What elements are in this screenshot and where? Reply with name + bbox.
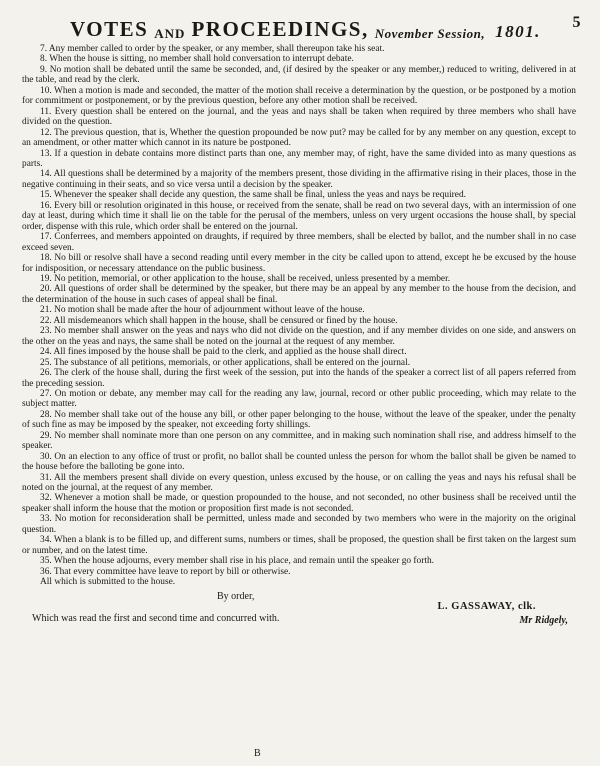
rule-paragraph: 14. All questions shall be determined by a majority of the members present, those dividing in the affirmative rising in their places, those in the negative continuing in their seats, and so vice versa until a decision by the speaker.: [22, 169, 576, 190]
rider-name: Mr Ridgely,: [519, 614, 568, 626]
rule-paragraph: 10. When a motion is made and seconded, the matter of the motion shall receive a determination by the question, or be postponed by a motion for commitment or postponement, or by the previous question, before any other motion shall be received.: [22, 85, 576, 107]
rule-paragraph: 11. Every question shall be entered on the journal, and the yeas and nays shall be taken when required by three members who shall have divided on the question.: [22, 106, 576, 128]
rule-paragraph: 35. When the house adjourns, every member shall rise in his place, and remain until the speaker go forth.: [40, 556, 434, 567]
rule-paragraph: 32. Whenever a motion shall be made, or question propounded to the house, and not seconded, no other business shall be received until the speaker shall inform the house that the motion or proposition first made is not seconded.: [22, 493, 576, 514]
header-year: 1801.: [495, 22, 541, 41]
rule-paragraph: 9. No motion shall be debated until the same be seconded, and, (if desired by the speaker or any member,) reduced to writing, delivered in at the table, and read by the clerk.: [22, 64, 576, 86]
header-title-and: AND: [154, 26, 186, 41]
header-title-proceedings: PROCEEDINGS,: [191, 17, 369, 41]
header-title-votes: VOTES: [70, 17, 149, 41]
rule-paragraph: 31. All the members present shall divide on every question, unless excused by the house, or on calling the yeas and nays his refusal shall be noted on the journal, at the request of any member.: [22, 472, 576, 494]
rule-paragraph: 15. Whenever the speaker shall decide any question, the same shall be final, unless the yeas and nays be required.: [40, 190, 466, 201]
rule-paragraph: 19. No petition, memorial, or other application to the house, shall be received, unless presented by a member.: [40, 273, 451, 284]
rule-paragraph: 24. All fines imposed by the house shall be paid to the clerk, and applied as the house shall direct.: [40, 347, 407, 358]
rule-paragraph: 8. When the house is sitting, no member shall hold conversation to interrupt debate.: [40, 54, 354, 65]
page-number: 5: [572, 14, 582, 31]
rule-paragraph: 29. No member shall nominate more than one person on any committee, and in making such nomination shall rise, and address himself to the speaker.: [22, 430, 576, 452]
header-session: November Session,: [374, 26, 486, 41]
rule-paragraph: 18. No bill or resolve shall have a second reading until every member in the city be called upon to attend, except he be excused by the house for indisposition, or necessary attendance on the public business.: [22, 253, 576, 274]
rule-paragraph: 21. No motion shall be made after the hour of adjournment without leave of the house.: [40, 305, 365, 316]
rule-paragraph: 36. That every committee have leave to report by bill or otherwise.: [40, 566, 291, 577]
rule-paragraph: 7. Any member called to order by the speaker, or any member, shall thereupon take his seat.: [40, 44, 385, 54]
rule-paragraph: 16. Every bill or resolution originated in this house, or received from the senate, shall be read on two several days, with an intermission of one day at least, during which time it shall lie on the table for the perusal of the members, unless on very urgent occasions the house shall, by special order, dispense with this rule, which order shall be entered on the journal.: [22, 200, 576, 232]
final-note: [22, 614, 576, 626]
rule-paragraph: 23. No member shall answer on the yeas and nays who did not divide on the question, and if any member divides on one side, and answers on the other on the yeas and nays, the same shall be noted on the journal at the request of any member.: [22, 326, 576, 347]
closing-statement: All which is submitted to the house.: [40, 577, 176, 588]
rule-paragraph: 27. On motion or debate, any member may call for the reading any law, journal, record or other public proceeding, which may relate to the subject matter.: [22, 388, 576, 410]
rule-paragraph: 30. On an election to any office of trust or profit, no ballot shall be counted unless the person for whom the ballot shall be given be named to the house before the balloting be gone into.: [22, 451, 576, 473]
rule-paragraph: 28. No member shall take out of the house any bill, or other paper belonging to the house, without the leave of the speaker, under the penalty of such fine as may be imposed by the speaker, not exceeding forty shillings.: [22, 409, 576, 431]
clerk-signature: L. GASSAWAY, clk.: [437, 600, 536, 612]
by-order-text: By order,: [217, 590, 255, 602]
rule-paragraph: 25. The substance of all petitions, memorials, or other applications, shall be entered on the journal.: [40, 357, 411, 368]
rule-paragraph: 26. The clerk of the house shall, during the first week of the session, put into the hands of the speaker a correct list of all papers referred from the preceding session.: [22, 368, 576, 389]
rules-list: [22, 44, 576, 577]
document-body: [22, 44, 576, 626]
signature-block: [22, 590, 576, 614]
rule-paragraph: 17. Conferrees, and members appointed on draughts, if required by three members, shall be elected by ballot, and the number shall in no case exceed seven.: [22, 232, 576, 253]
rule-paragraph: 22. All misdemeanors which shall happen in the house, shall be censured or fined by the house.: [40, 315, 398, 326]
rule-paragraph: 12. The previous question, that is, Whether the question propounded be now put? may be called for by any member on any question, except to an amendment, or other matter which cannot in its nature be postponed.: [22, 127, 576, 149]
page-header: [70, 6, 582, 42]
rule-paragraph: 33. No motion for reconsideration shall be permitted, unless made and seconded by two members who were in the majority on the original question.: [22, 514, 576, 535]
rule-paragraph: 34. When a blank is to be filled up, and different sums, numbers or times, shall be proposed, the question shall be first taken on the largest sum or number, and on the latest time.: [22, 535, 576, 556]
rule-paragraph: 13. If a question in debate contains more distinct parts than one, any member may, of right, have the same divided into as many questions as parts.: [22, 148, 576, 169]
read-note: Which was read the first and second time and concurred with.: [32, 612, 280, 624]
rule-paragraph: 20. All questions of order shall be determined by the speaker, but there may be an appeal by any member to the house from the decision, and the determination of the house in such cases of appeal shall be final.: [22, 284, 576, 305]
signature-mark: B: [254, 748, 261, 759]
